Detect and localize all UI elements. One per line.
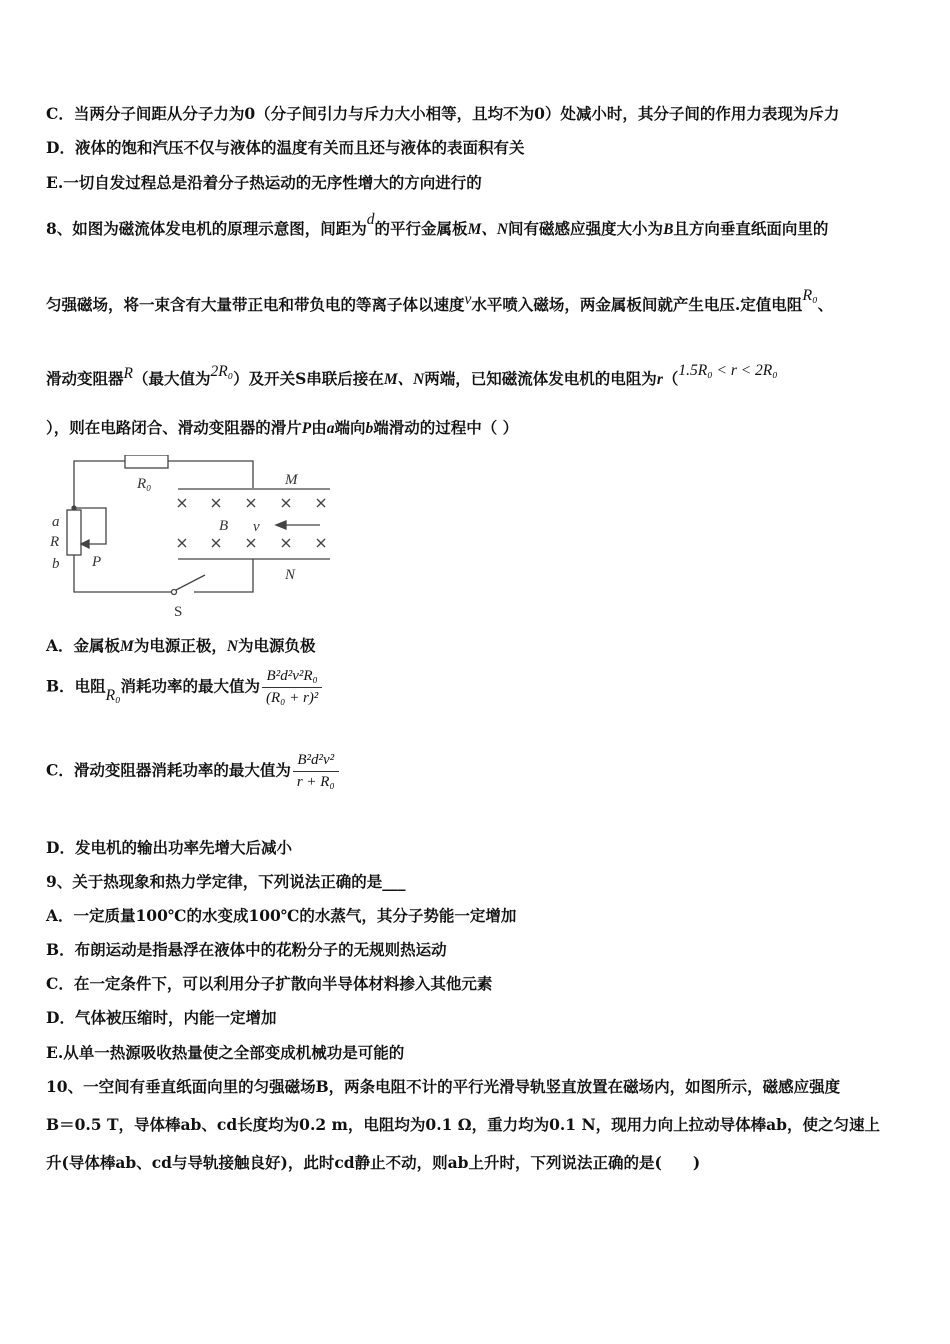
q9-option-c: C．在一定条件下，可以利用分子扩散向半导体材料掺入其他元素 xyxy=(46,974,493,993)
q7-option-d: D．液体的饱和汽压不仅与液体的温度有关而且还与液体的表面积有关 xyxy=(46,138,525,157)
q10-stem-line3: 升(导体棒ab、cd与导轨接触良好)，此时cd静止不动，则ab上升时，下列说法正确的是( ) xyxy=(46,1153,701,1172)
q7-option-e: E.一切自发过程总是沿着分子热运动的无序性增大的方向进行的 xyxy=(46,173,482,192)
q8-option-b: B．电阻R₀消耗功率的最大值为 $\frac{\text{B²d²v²R₀}}{\text{(R₀ + r)²}}$ xyxy=(46,668,322,707)
resistor-r0 xyxy=(125,455,168,468)
q10-stem-line1: 10、一空间有垂直纸面向里的匀强磁场B，两条电阻不计的平行光滑导轨竖直放置在磁场内，如图所示，磁感应强度 xyxy=(46,1077,841,1096)
q9-stem: 9、关于热现象和热力学定律，下列说法正确的是___ xyxy=(46,872,406,891)
q9-option-d: D．气体被压缩时，内能一定增加 xyxy=(46,1008,277,1027)
q7-option-c: C．当两分子间距从分子力为0（分子间引力与斥力大小相等，且均不为0）处减小时，其分子间的作用力表现为斥力 xyxy=(46,104,840,123)
velocity-arrow-head xyxy=(276,521,286,529)
label-r0: R₀ xyxy=(137,476,152,492)
wire-top-right xyxy=(168,461,253,488)
label-s: S xyxy=(174,604,183,620)
q8-option-d: D．发电机的输出功率先增大后减小 xyxy=(46,838,292,857)
switch-s xyxy=(176,575,205,590)
label-b: b xyxy=(52,556,60,572)
slider-wire xyxy=(74,508,106,544)
label-v: v xyxy=(253,519,260,535)
wire-top-left xyxy=(74,461,125,506)
q8-option-a: A．金属板M为电源正极，N为电源负极 xyxy=(46,636,316,655)
label-m: M xyxy=(285,472,298,488)
label-n: N xyxy=(285,567,296,583)
q8-stem-line4: ），则在电路闭合、滑动变阻器的滑片P由a端向b端滑动的过程中（ ） xyxy=(46,418,519,437)
label-field-b: B xyxy=(219,518,229,534)
option-b-fraction: $\frac{\text{B²d²v²R₀}}{\text{(R₀ + r)²}}$ xyxy=(262,668,322,707)
rheostat-r xyxy=(67,510,81,555)
mhd-generator-circuit-figure xyxy=(40,455,340,625)
option-c-fraction: $\frac{\text{B²d²v²}}{\text{r + R₀}}$ xyxy=(293,752,339,791)
slider-p-arrow xyxy=(81,540,89,548)
label-r: R xyxy=(50,534,60,550)
label-a: a xyxy=(52,514,60,530)
q10-stem-line2: B＝0.5 T，导体棒ab、cd长度均为0.2 m，电阻均为0.1 Ω，重力均为0.1 N，现用力向上拉动导体棒ab，使之匀速上 xyxy=(46,1115,880,1134)
field-crosses-row2 xyxy=(178,539,325,547)
switch-pivot xyxy=(172,590,177,595)
q9-option-e: E.从单一热源吸收热量使之全部变成机械功是可能的 xyxy=(46,1043,405,1062)
q8-stem-line2: 匀强磁场，将一束含有大量带正电和带负电的等离子体以速度v水平喷入磁场，两金属板间就产生电压.定值电阻R₀、 xyxy=(46,287,834,314)
q9-option-b: B．布朗运动是指悬浮在液体中的花粉分子的无规则热运动 xyxy=(46,940,447,959)
label-p: P xyxy=(92,554,102,570)
q8-option-c: C．滑动变阻器消耗功率的最大值为 $\frac{\text{B²d²v²}}{\text{r + R₀}}$ xyxy=(46,752,339,791)
q9-option-a: A．一定质量100℃的水变成100℃的水蒸气，其分子势能一定增加 xyxy=(46,906,517,925)
q8-stem-line3: 滑动变阻器R（最大值为2R₀）及开关S串联后接在M、N两端，已知磁流体发电机的电阻为r（1.5R₀ < r < 2R₀ xyxy=(46,362,778,388)
wire-bottom-left xyxy=(74,555,171,592)
q8-stem-line1: 8、如图为磁流体发电机的原理示意图，间距为d的平行金属板M、N间有磁感应强度大小为B且方向垂直纸面向里的 xyxy=(46,211,829,238)
field-crosses-row1 xyxy=(178,499,325,507)
